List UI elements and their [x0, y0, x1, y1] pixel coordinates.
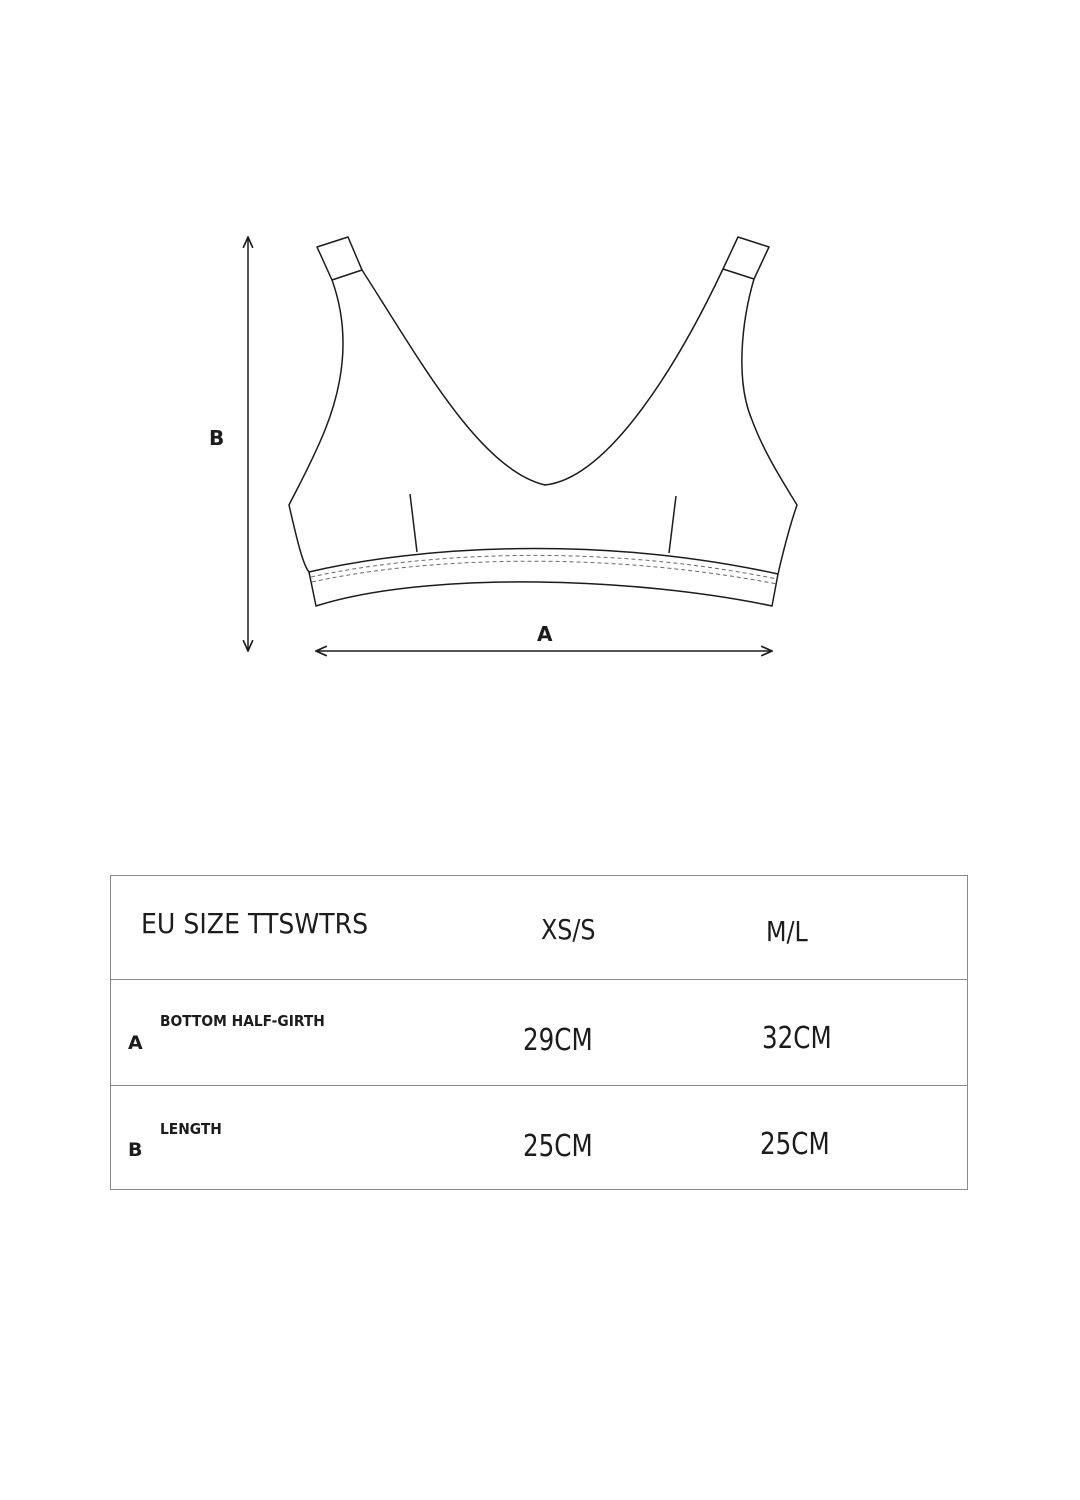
size-column-header-m-l: M/L — [766, 915, 808, 948]
girth-dimension-label: A — [537, 622, 553, 646]
right-cup-seam — [669, 496, 676, 553]
measurement-letter: B — [128, 1139, 143, 1161]
bralette-outline-drawing — [0, 0, 1080, 720]
band-bottom-edge — [309, 572, 778, 606]
size-chart-table — [110, 875, 968, 1190]
left-strap — [317, 237, 362, 280]
size-table-header-row — [111, 876, 967, 980]
measurement-description: LENGTH — [160, 1120, 222, 1138]
garment-diagram — [0, 0, 1080, 720]
measurement-description: BOTTOM HALF-GIRTH — [160, 1012, 325, 1030]
size-column-header-xs-s: XS/S — [541, 913, 596, 946]
measurement-value-m-l: 32CM — [762, 1021, 832, 1056]
measurement-value-xs-s: 25CM — [523, 1129, 593, 1164]
table-row-length — [111, 1086, 967, 1190]
left-cup-seam — [410, 494, 417, 552]
bralette-body-outline — [289, 269, 797, 574]
length-dimension-label: B — [209, 426, 225, 450]
right-strap — [723, 237, 769, 279]
table-row-bottom-half-girth — [111, 980, 967, 1086]
measurement-letter: A — [128, 1032, 143, 1054]
measurement-value-m-l: 25CM — [760, 1127, 830, 1162]
measurement-value-xs-s: 29CM — [523, 1023, 593, 1058]
size-system-title: EU SIZE TTSWTRS — [141, 907, 369, 940]
